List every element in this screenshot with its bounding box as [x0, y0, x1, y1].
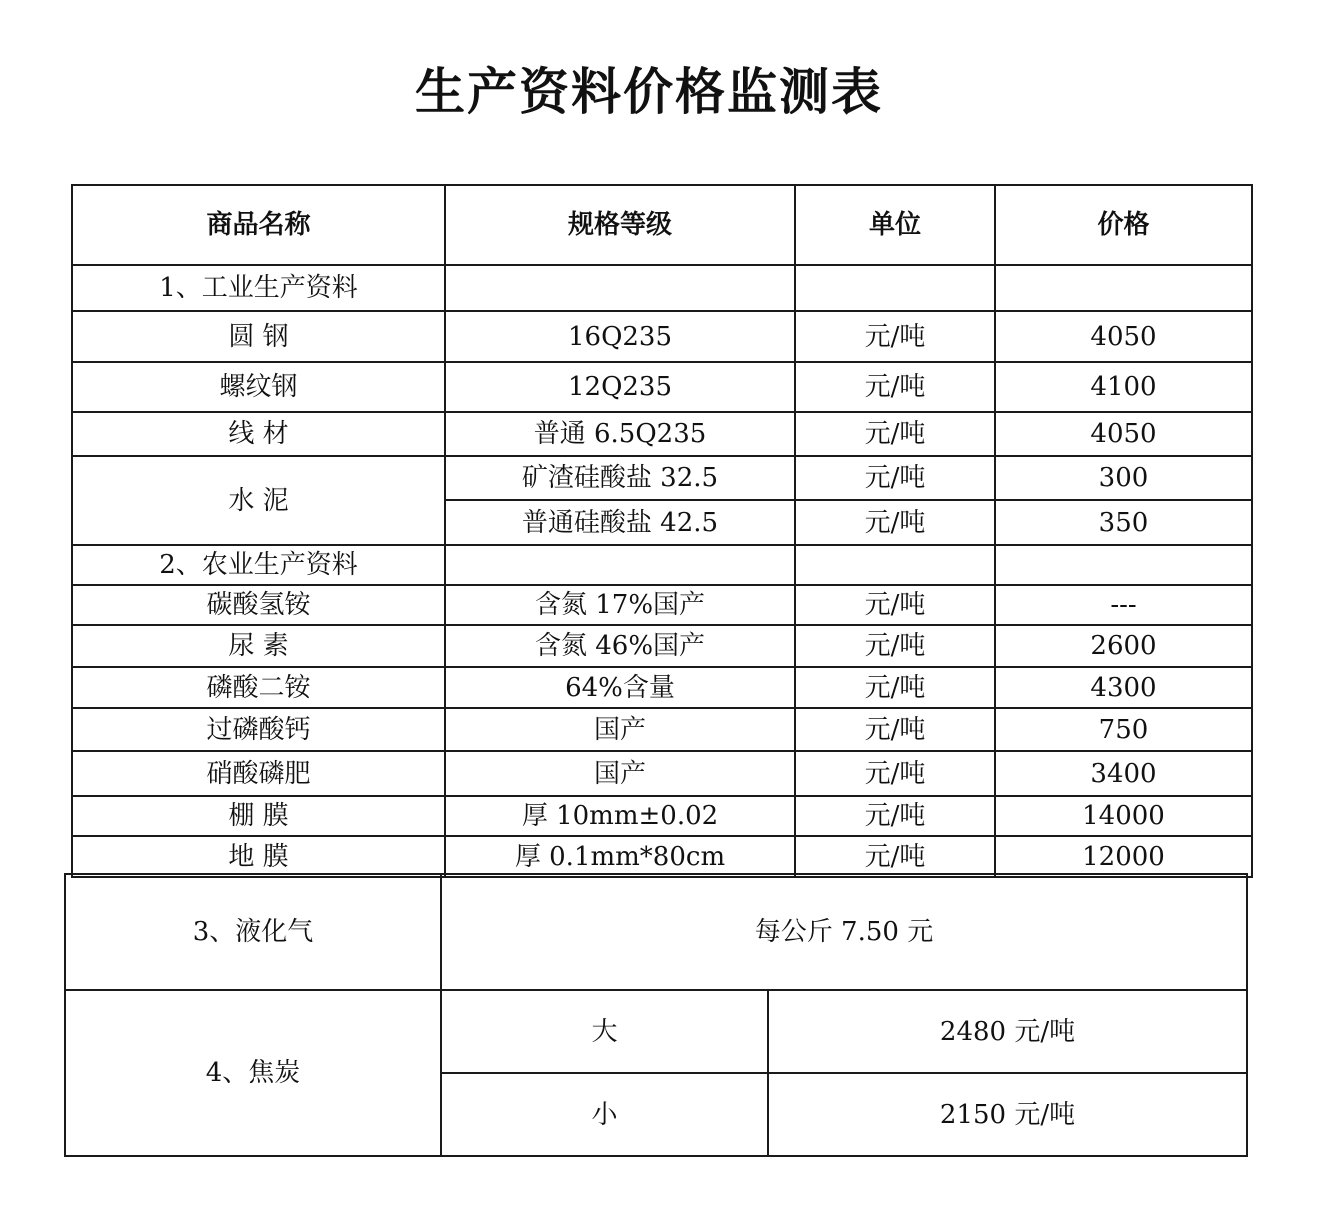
table-row [72, 708, 1252, 751]
table-row [72, 456, 1252, 500]
row-spec: 含氮 46%国产 [445, 625, 795, 667]
price-table [71, 184, 1253, 878]
row-name: 硝酸磷肥 [72, 751, 445, 796]
row-unit: 元/吨 [795, 625, 995, 667]
row-spec: 16Q235 [445, 311, 795, 362]
table-row [72, 311, 1252, 362]
row-name: 过磷酸钙 [72, 708, 445, 751]
row-price: 12000 [995, 836, 1252, 877]
row-name: 磷酸二铵 [72, 667, 445, 708]
header-name: 商品名称 [72, 185, 445, 265]
row-spec: 国产 [445, 751, 795, 796]
row-spec: 普通 6.5Q235 [445, 412, 795, 456]
empty-cell [995, 265, 1252, 311]
row-name: 线 材 [72, 412, 445, 456]
row-spec: 国产 [445, 708, 795, 751]
table-row [72, 625, 1252, 667]
row-price: 4300 [995, 667, 1252, 708]
section-4-label: 4、焦炭 [65, 990, 441, 1156]
row-unit: 元/吨 [795, 362, 995, 412]
row-price: 2600 [995, 625, 1252, 667]
coke-size: 大 [441, 990, 768, 1073]
row-unit: 元/吨 [795, 311, 995, 362]
cement-name: 水 泥 [72, 456, 445, 545]
row-unit: 元/吨 [795, 412, 995, 456]
coke-price: 2480 元/吨 [768, 990, 1247, 1073]
row-price: 750 [995, 708, 1252, 751]
row-unit: 元/吨 [795, 751, 995, 796]
table-row [72, 751, 1252, 796]
table-row [72, 667, 1252, 708]
row-spec: 厚 10mm±0.02 [445, 796, 795, 836]
row-name: 圆 钢 [72, 311, 445, 362]
row-unit: 元/吨 [795, 836, 995, 877]
table-row [72, 796, 1252, 836]
row-unit: 元/吨 [795, 500, 995, 545]
empty-cell [795, 265, 995, 311]
section-3-label: 3、液化气 [65, 874, 441, 990]
row-name: 地 膜 [72, 836, 445, 877]
header-spec: 规格等级 [445, 185, 795, 265]
row-price: --- [995, 585, 1252, 625]
lpg-row [65, 874, 1247, 990]
header-unit: 单位 [795, 185, 995, 265]
empty-cell [445, 265, 795, 311]
header-price: 价格 [995, 185, 1252, 265]
row-price: 4050 [995, 311, 1252, 362]
lpg-price: 每公斤 7.50 元 [441, 874, 1247, 990]
row-spec: 64%含量 [445, 667, 795, 708]
row-unit: 元/吨 [795, 796, 995, 836]
row-name: 尿 素 [72, 625, 445, 667]
row-spec: 矿渣硅酸盐 32.5 [445, 456, 795, 500]
row-name: 棚 膜 [72, 796, 445, 836]
empty-cell [445, 545, 795, 585]
coke-row [65, 990, 1247, 1073]
section-row [72, 265, 1252, 311]
row-price: 4050 [995, 412, 1252, 456]
row-unit: 元/吨 [795, 708, 995, 751]
row-name: 螺纹钢 [72, 362, 445, 412]
row-spec: 普通硅酸盐 42.5 [445, 500, 795, 545]
table-row [72, 412, 1252, 456]
row-price: 300 [995, 456, 1252, 500]
table-row [72, 836, 1252, 877]
row-unit: 元/吨 [795, 667, 995, 708]
table-row [72, 362, 1252, 412]
fuel-table [64, 873, 1248, 1157]
coke-size: 小 [441, 1073, 768, 1156]
row-spec: 含氮 17%国产 [445, 585, 795, 625]
section-1-label: 1、工业生产资料 [72, 265, 445, 311]
row-price: 3400 [995, 751, 1252, 796]
row-price: 350 [995, 500, 1252, 545]
table-row [72, 585, 1252, 625]
row-unit: 元/吨 [795, 456, 995, 500]
row-price: 4100 [995, 362, 1252, 412]
row-spec: 厚 0.1mm*80cm [445, 836, 795, 877]
empty-cell [795, 545, 995, 585]
row-unit: 元/吨 [795, 585, 995, 625]
row-name: 碳酸氢铵 [72, 585, 445, 625]
section-row [72, 545, 1252, 585]
row-spec: 12Q235 [445, 362, 795, 412]
row-price: 14000 [995, 796, 1252, 836]
header-row [72, 185, 1252, 265]
empty-cell [995, 545, 1252, 585]
page-title: 生产资料价格监测表 [415, 63, 883, 121]
coke-price: 2150 元/吨 [768, 1073, 1247, 1156]
section-2-label: 2、农业生产资料 [72, 545, 445, 585]
